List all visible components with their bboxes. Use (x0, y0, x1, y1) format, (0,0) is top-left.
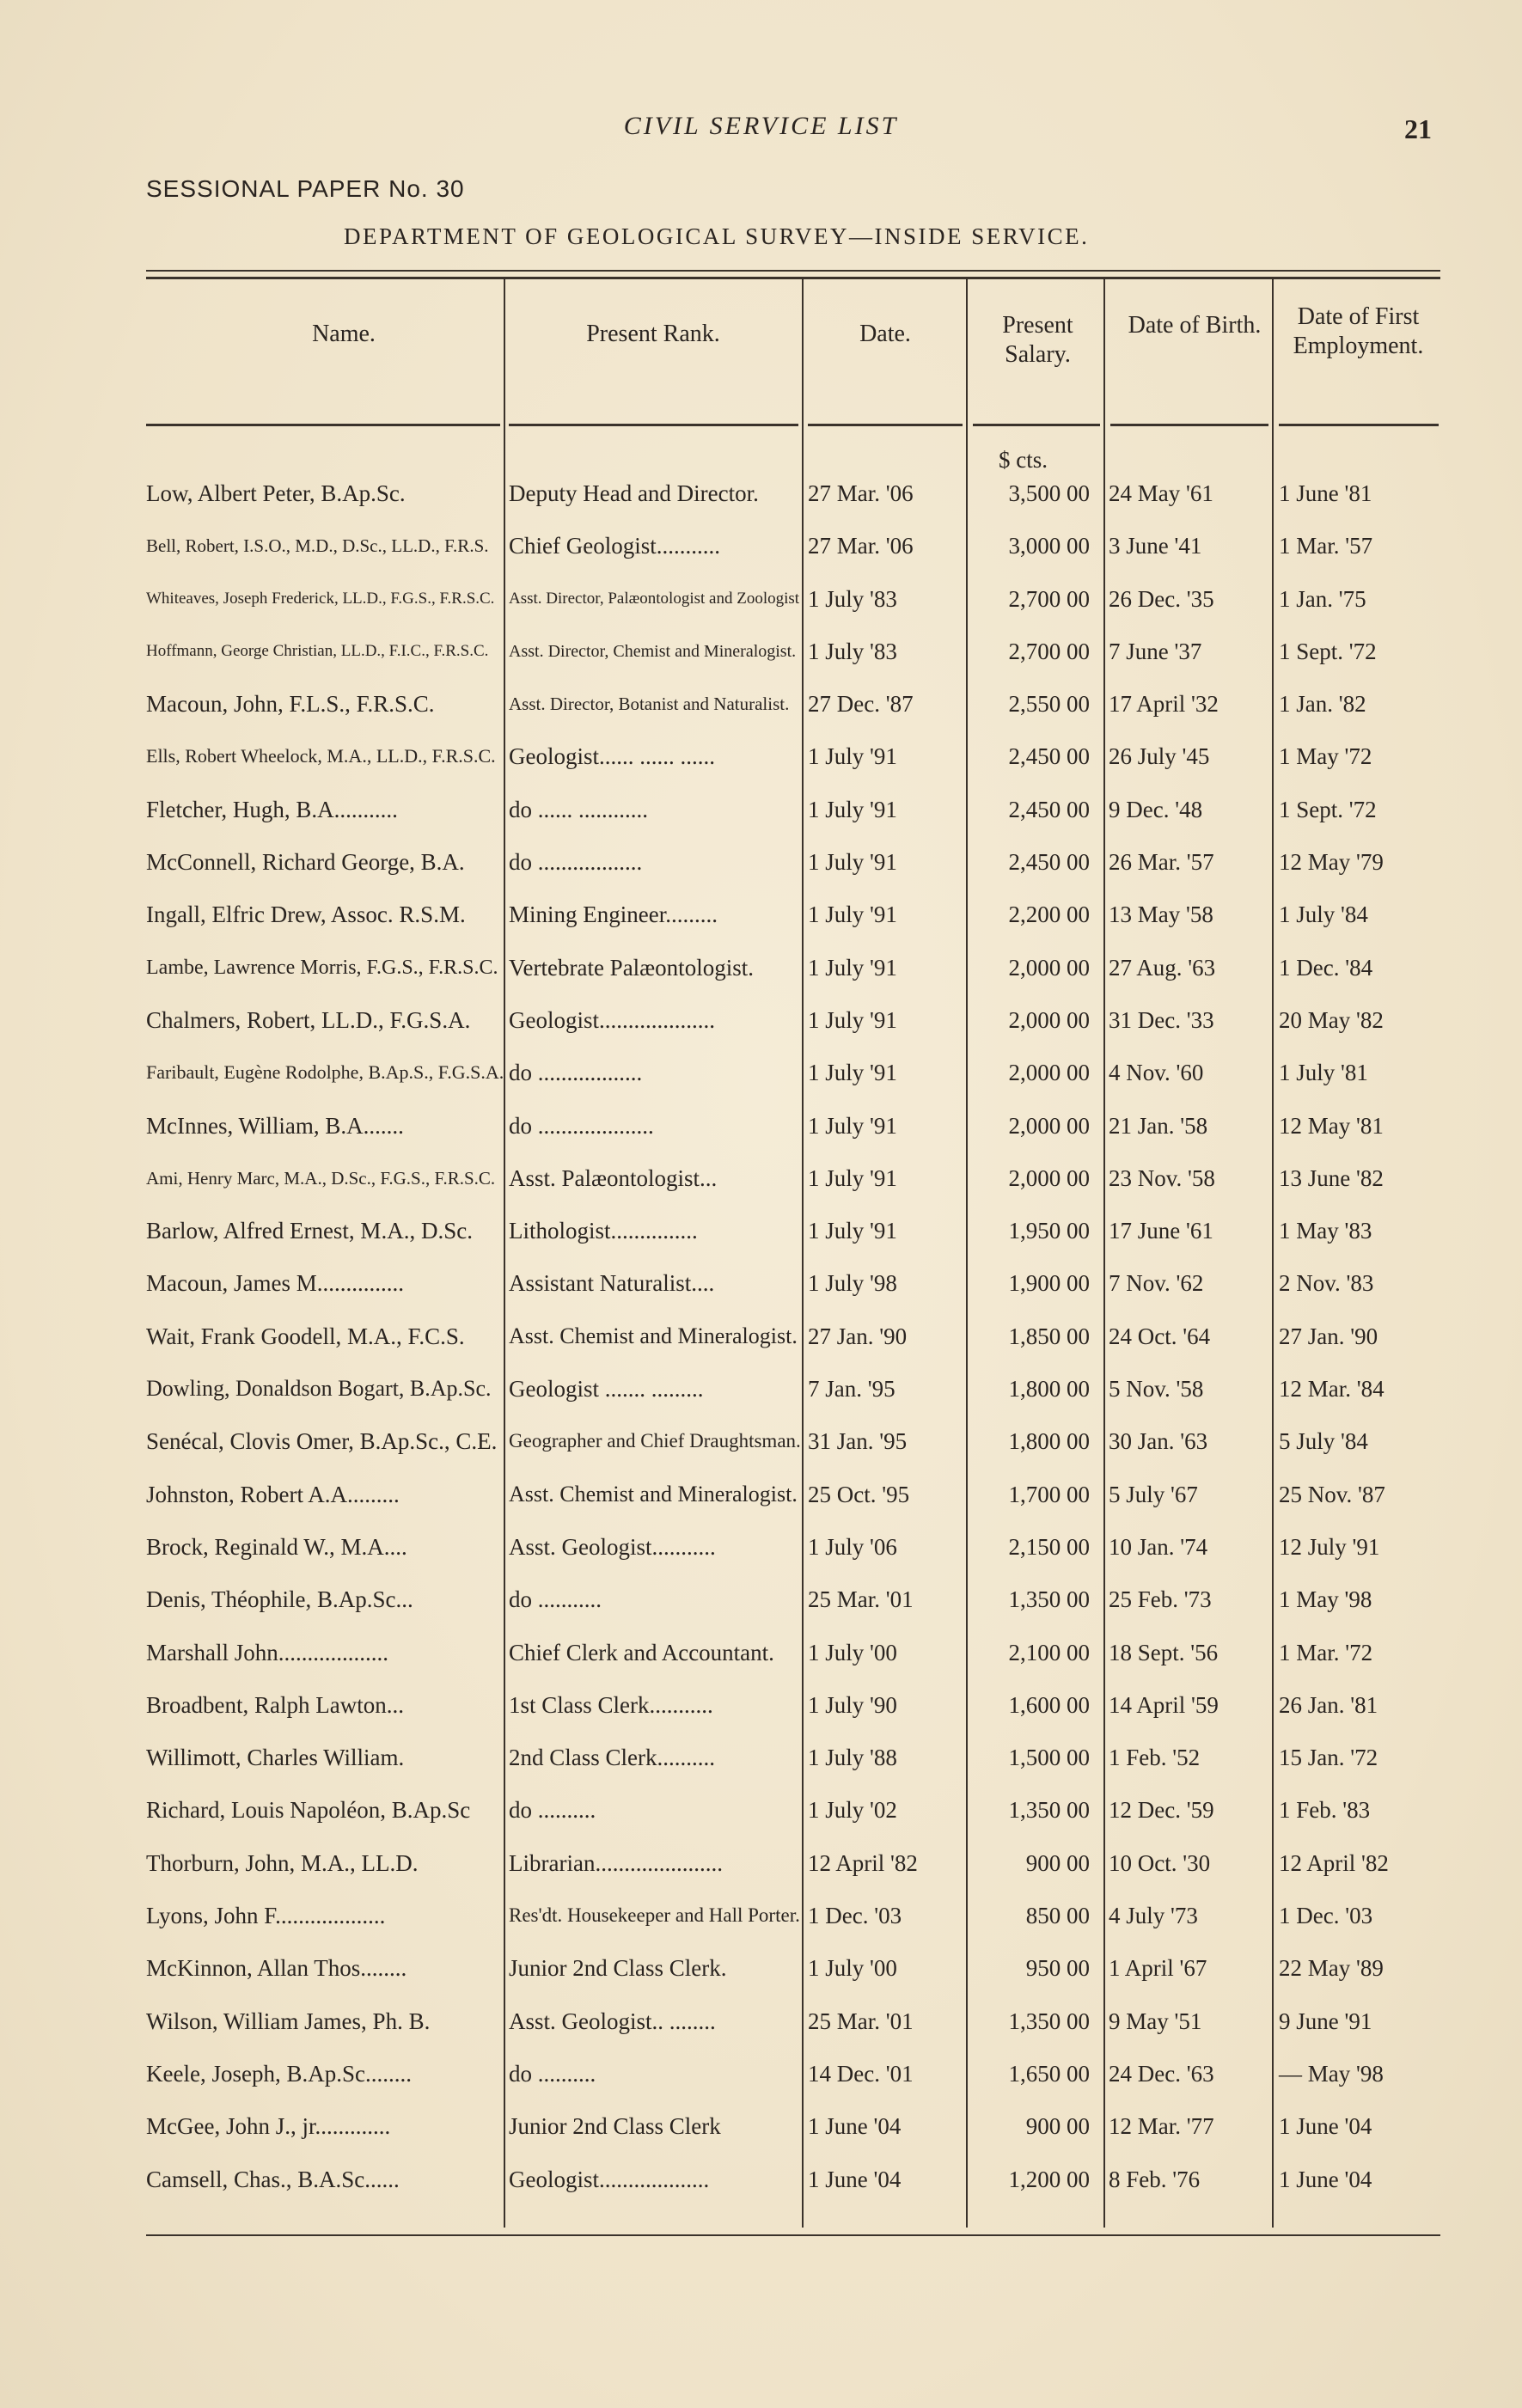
cell-first-employment: 1 Dec. '84 (1279, 954, 1373, 981)
cell-birth: 1 April '67 (1109, 1955, 1207, 1982)
cell-name: McInnes, William, B.A....... (146, 1112, 404, 1139)
cell-salary: 1,350 00 (1008, 1797, 1090, 1824)
top-rule-2 (146, 277, 1440, 279)
cell-date: 1 June '04 (808, 2166, 902, 2192)
cell-rank: Vertebrate Palæontologist. (509, 954, 754, 981)
cell-first-employment: 1 July '81 (1279, 1060, 1368, 1086)
table-row (0, 2057, 1522, 2110)
table-row (0, 1267, 1522, 1319)
cell-birth: 5 July '67 (1109, 1481, 1198, 1507)
cell-first-employment: 26 Jan. '81 (1279, 1691, 1378, 1718)
cell-rank: do ...... ............ (509, 796, 648, 822)
running-head: CIVIL SERVICE LIST (623, 112, 899, 140)
cell-salary: 900 00 (1025, 1849, 1090, 1876)
sessional-paper-label: SESSIONAL PAPER No. 30 (146, 175, 465, 202)
cell-name: McGee, John J., jr............. (146, 2113, 391, 2140)
table-row (0, 1425, 1522, 1477)
cell-salary: 1,600 00 (1008, 1691, 1090, 1718)
top-rule (146, 270, 1440, 272)
cell-rank: Asst. Chemist and Mineralogist. (509, 1481, 798, 1507)
cell-rank: Asst. Chemist and Mineralogist. (509, 1323, 798, 1348)
cell-date: 1 July '91 (808, 1006, 897, 1033)
cell-birth: 7 Nov. '62 (1109, 1270, 1204, 1297)
cell-birth: 4 July '73 (1109, 1903, 1198, 1929)
table-row (0, 688, 1522, 740)
cell-date: 25 Oct. '95 (808, 1481, 910, 1507)
cell-first-employment: 1 May '83 (1279, 1218, 1372, 1244)
cell-salary: 1,800 00 (1008, 1376, 1090, 1403)
cell-rank: Assistant Naturalist.... (509, 1270, 715, 1297)
cell-rank: Res'dt. Housekeeper and Hall Porter. (509, 1904, 800, 1927)
table-row (0, 1583, 1522, 1635)
cell-name: Hoffmann, George Christian, LL.D., F.I.C., F.R.S.C. (146, 641, 489, 660)
table-row (0, 1952, 1522, 2004)
table-row (0, 1636, 1522, 1689)
cell-date: 1 July '91 (808, 796, 897, 822)
cell-birth: 14 April '59 (1109, 1691, 1219, 1718)
cell-rank: Geologist................... (509, 2166, 710, 2192)
cell-name: Wait, Frank Goodell, M.A., F.C.S. (146, 1323, 465, 1349)
cell-rank: Asst. Geologist.. ........ (509, 2008, 716, 2034)
cell-date: 27 Mar. '06 (808, 480, 914, 506)
cell-date: 1 July '91 (808, 901, 897, 928)
cell-birth: 24 Dec. '63 (1109, 2060, 1214, 2087)
cell-salary: 950 00 (1025, 1955, 1090, 1982)
cell-salary: 2,000 00 (1008, 1006, 1090, 1033)
table-row (0, 740, 1522, 792)
cell-birth: 30 Jan. '63 (1109, 1428, 1208, 1455)
cell-rank: Chief Clerk and Accountant. (509, 1639, 774, 1665)
cell-date: 1 July '02 (808, 1797, 897, 1824)
cell-rank: Deputy Head and Director. (509, 480, 759, 506)
cell-first-employment: 1 May '72 (1279, 743, 1372, 770)
cell-first-employment: 1 Dec. '03 (1279, 1903, 1373, 1929)
header-rule (509, 424, 798, 426)
cell-name: Broadbent, Ralph Lawton... (146, 1691, 404, 1718)
cell-date: 27 Mar. '06 (808, 533, 914, 559)
cell-name: Brock, Reginald W., M.A.... (146, 1533, 407, 1560)
cell-rank: Librarian...................... (509, 1849, 723, 1876)
cell-birth: 8 Feb. '76 (1109, 2166, 1201, 2192)
cell-name: Ingall, Elfric Drew, Assoc. R.S.M. (146, 901, 466, 928)
cell-birth: 13 May '58 (1109, 901, 1213, 928)
cell-date: 1 Dec. '03 (808, 1903, 902, 1929)
cell-rank: Geologist.................... (509, 1006, 715, 1033)
table-row (0, 529, 1522, 582)
cell-first-employment: 1 Feb. '83 (1279, 1797, 1371, 1824)
cell-first-employment: 22 May '89 (1279, 1955, 1384, 1982)
cell-name: Thorburn, John, M.A., LL.D. (146, 1849, 419, 1876)
cell-salary: 2,700 00 (1008, 638, 1090, 664)
cell-name: Lyons, John F................... (146, 1903, 386, 1929)
table-row (0, 1372, 1522, 1425)
cell-salary: 2,700 00 (1008, 585, 1090, 612)
cell-first-employment: 1 Jan. '75 (1279, 585, 1366, 612)
table-row (0, 1162, 1522, 1214)
cell-first-employment: 1 Sept. '72 (1279, 796, 1377, 822)
cell-name: Macoun, John, F.L.S., F.R.S.C. (146, 691, 435, 718)
cell-rank: do .................... (509, 1112, 654, 1139)
cell-rank: Geologist...... ...... ...... (509, 743, 715, 770)
cell-salary: 2,000 00 (1008, 1112, 1090, 1139)
table-row (0, 635, 1522, 688)
cell-date: 1 July '91 (808, 1164, 897, 1191)
cell-first-employment: 1 Mar. '57 (1279, 533, 1373, 559)
table-row (0, 1056, 1522, 1109)
table-row (0, 1899, 1522, 1952)
cell-salary: 2,450 00 (1008, 849, 1090, 876)
header-rule (973, 424, 1100, 426)
cell-name: Denis, Théophile, B.Ap.Sc... (146, 1586, 413, 1613)
cell-name: Willimott, Charles William. (146, 1745, 405, 1771)
cell-rank: Asst. Director, Botanist and Naturalist. (509, 694, 790, 715)
cell-rank: 2nd Class Clerk.......... (509, 1745, 715, 1771)
header-rule (1110, 424, 1268, 426)
table-row (0, 898, 1522, 950)
cell-salary: 3,500 00 (1008, 480, 1090, 506)
cell-salary: 2,450 00 (1008, 743, 1090, 770)
cell-name: Faribault, Eugène Rodolphe, B.Ap.S., F.G.S.A. (146, 1061, 504, 1084)
service-list-table (0, 477, 1522, 2215)
cell-date: 1 July '00 (808, 1639, 897, 1665)
cell-name: Keele, Joseph, B.Ap.Sc........ (146, 2060, 412, 2087)
cell-salary: 1,700 00 (1008, 1481, 1090, 1507)
cell-first-employment: 27 Jan. '90 (1279, 1323, 1378, 1349)
cell-rank: Geologist ....... ......... (509, 1376, 704, 1403)
cell-birth: 26 July '45 (1109, 743, 1210, 770)
cell-date: 12 April '82 (808, 1849, 918, 1876)
cell-birth: 25 Feb. '73 (1109, 1586, 1212, 1613)
cell-rank: do ........... (509, 1586, 602, 1613)
cell-first-employment: 12 Mar. '84 (1279, 1376, 1384, 1403)
header-first-employment: Date of First Employment. (1293, 303, 1424, 359)
cell-name: Camsell, Chas., B.A.Sc...... (146, 2166, 400, 2192)
cell-salary: 1,350 00 (1008, 2008, 1090, 2034)
cell-birth: 18 Sept. '56 (1109, 1639, 1219, 1665)
cell-birth: 17 June '61 (1109, 1218, 1213, 1244)
cell-first-employment: 1 June '04 (1279, 2113, 1372, 2140)
cell-rank: do .................. (509, 849, 643, 876)
cell-name: Chalmers, Robert, LL.D., F.G.S.A. (146, 1006, 471, 1033)
cell-salary: 900 00 (1025, 2113, 1090, 2140)
cell-rank: 1st Class Clerk........... (509, 1691, 713, 1718)
cell-date: 1 July '90 (808, 1691, 897, 1718)
cell-birth: 24 May '61 (1109, 480, 1213, 506)
page-number: 21 (1404, 113, 1432, 144)
cell-date: 27 Jan. '90 (808, 1323, 908, 1349)
cell-date: 1 July '98 (808, 1270, 897, 1297)
cell-salary: 2,150 00 (1008, 1533, 1090, 1560)
cell-birth: 27 Aug. '63 (1109, 954, 1216, 981)
table-row (0, 1004, 1522, 1056)
cell-name: Wilson, William James, Ph. B. (146, 2008, 431, 2034)
cell-name: McConnell, Richard George, B.A. (146, 849, 465, 876)
cell-salary: 2,000 00 (1008, 1164, 1090, 1191)
cell-first-employment: 20 May '82 (1279, 1006, 1384, 1033)
table-row (0, 1109, 1522, 1162)
cell-date: 25 Mar. '01 (808, 2008, 914, 2034)
cell-salary: 2,550 00 (1008, 691, 1090, 718)
cell-salary: 1,350 00 (1008, 1586, 1090, 1613)
cell-birth: 5 Nov. '58 (1109, 1376, 1204, 1403)
cell-first-employment: 15 Jan. '72 (1279, 1745, 1378, 1771)
cell-first-employment: 1 June '81 (1279, 480, 1372, 506)
cell-date: 1 July '88 (808, 1745, 897, 1771)
cell-salary: 2,000 00 (1008, 954, 1090, 981)
table-row (0, 793, 1522, 846)
cell-name: Macoun, James M............... (146, 1270, 404, 1297)
cell-date: 31 Jan. '95 (808, 1428, 908, 1455)
cell-date: 14 Dec. '01 (808, 2060, 914, 2087)
department-title: DEPARTMENT OF GEOLOGICAL SURVEY—INSIDE SERVICE. (344, 223, 1090, 249)
header-birth: Date of Birth. (1128, 312, 1262, 339)
cell-name: McKinnon, Allan Thos........ (146, 1955, 407, 1982)
cell-birth: 1 Feb. '52 (1109, 1745, 1201, 1771)
cell-first-employment: 9 June '91 (1279, 2008, 1372, 2034)
cell-rank: Asst. Director, Chemist and Mineralogist. (509, 641, 797, 661)
cell-first-employment: 1 June '04 (1279, 2166, 1372, 2192)
cell-date: 25 Mar. '01 (808, 1586, 914, 1613)
cell-date: 1 June '04 (808, 2113, 902, 2140)
cell-salary: 2,100 00 (1008, 1639, 1090, 1665)
cell-rank: do .................. (509, 1060, 643, 1086)
cell-date: 27 Dec. '87 (808, 691, 914, 718)
cell-first-employment: 1 July '84 (1279, 901, 1368, 928)
cell-salary: 1,800 00 (1008, 1428, 1090, 1455)
cell-first-employment: 1 Jan. '82 (1279, 691, 1366, 718)
bottom-rule (146, 2234, 1440, 2236)
cell-first-employment: 12 July '91 (1279, 1533, 1380, 1560)
cell-first-employment: 12 May '81 (1279, 1112, 1384, 1139)
cell-birth: 4 Nov. '60 (1109, 1060, 1204, 1086)
cell-name: Lambe, Lawrence Morris, F.G.S., F.R.S.C. (146, 956, 498, 979)
cell-first-employment: 1 Sept. '72 (1279, 638, 1377, 664)
cell-salary: 1,850 00 (1008, 1323, 1090, 1349)
cell-salary: 2,450 00 (1008, 796, 1090, 822)
table-row (0, 846, 1522, 898)
cell-date: 1 July '00 (808, 1955, 897, 1982)
cell-first-employment: 1 May '98 (1279, 1586, 1372, 1613)
cell-rank: Mining Engineer......... (509, 901, 718, 928)
cell-birth: 23 Nov. '58 (1109, 1164, 1215, 1191)
cell-first-employment: — May '98 (1279, 2060, 1384, 2087)
cell-rank: do .......... (509, 1797, 596, 1824)
header-rank: Present Rank. (586, 321, 720, 347)
cell-first-employment: 2 Nov. '83 (1279, 1270, 1374, 1297)
cell-salary: 1,650 00 (1008, 2060, 1090, 2087)
cell-birth: 3 June '41 (1109, 533, 1202, 559)
table-row (0, 1214, 1522, 1267)
cell-rank: Junior 2nd Class Clerk (509, 2113, 721, 2140)
table-row (0, 951, 1522, 1004)
cell-rank: Asst. Director, Palæontologist and Zoologist (509, 589, 800, 608)
cell-name: Richard, Louis Napoléon, B.Ap.Sc (146, 1797, 471, 1824)
cell-birth: 31 Dec. '33 (1109, 1006, 1214, 1033)
cell-birth: 7 June '37 (1109, 638, 1202, 664)
table-row (0, 1794, 1522, 1846)
table-row (0, 2005, 1522, 2057)
cell-name: Dowling, Donaldson Bogart, B.Ap.Sc. (146, 1376, 492, 1402)
table-row (0, 2163, 1522, 2215)
cell-salary: 2,000 00 (1008, 1060, 1090, 1086)
cell-date: 1 July '91 (808, 743, 897, 770)
cell-birth: 24 Oct. '64 (1109, 1323, 1211, 1349)
cell-salary: 1,500 00 (1008, 1745, 1090, 1771)
cell-birth: 12 Mar. '77 (1109, 2113, 1214, 2140)
cell-rank: Chief Geologist........... (509, 533, 720, 559)
cell-birth: 9 May '51 (1109, 2008, 1202, 2034)
salary-units: $ cts. (999, 447, 1048, 473)
cell-birth: 9 Dec. '48 (1109, 796, 1203, 822)
cell-date: 1 July '83 (808, 638, 897, 664)
cell-salary: 1,900 00 (1008, 1270, 1090, 1297)
header-rule (146, 424, 500, 426)
table-row (0, 477, 1522, 529)
cell-name: Barlow, Alfred Ernest, M.A., D.Sc. (146, 1218, 473, 1244)
cell-name: Marshall John................... (146, 1639, 388, 1665)
cell-birth: 12 Dec. '59 (1109, 1797, 1214, 1824)
cell-date: 1 July '91 (808, 849, 897, 876)
cell-salary: 2,200 00 (1008, 901, 1090, 928)
cell-birth: 17 April '32 (1109, 691, 1219, 718)
cell-first-employment: 25 Nov. '87 (1279, 1481, 1385, 1507)
cell-name: Senécal, Clovis Omer, B.Ap.Sc., C.E. (146, 1428, 498, 1455)
cell-rank: Geographer and Chief Draughtsman. (509, 1430, 801, 1452)
header-salary: Present Salary. (1002, 312, 1073, 368)
table-row (0, 1741, 1522, 1794)
cell-first-employment: 12 April '82 (1279, 1849, 1389, 1876)
cell-first-employment: 5 July '84 (1279, 1428, 1368, 1455)
cell-first-employment: 13 June '82 (1279, 1164, 1384, 1191)
cell-date: 7 Jan. '95 (808, 1376, 895, 1403)
cell-salary: 3,000 00 (1008, 533, 1090, 559)
table-row (0, 583, 1522, 635)
cell-first-employment: 12 May '79 (1279, 849, 1384, 876)
cell-name: Fletcher, Hugh, B.A........... (146, 796, 398, 822)
table-row (0, 1531, 1522, 1583)
cell-name: Low, Albert Peter, B.Ap.Sc. (146, 480, 406, 506)
cell-date: 1 July '91 (808, 1112, 897, 1139)
cell-date: 1 July '91 (808, 1218, 897, 1244)
cell-name: Bell, Robert, I.S.O., M.D., D.Sc., LL.D., F.R.S. (146, 535, 489, 557)
cell-date: 1 July '06 (808, 1533, 897, 1560)
table-row (0, 1320, 1522, 1372)
header-rule (808, 424, 963, 426)
cell-rank: Lithologist............... (509, 1218, 698, 1244)
cell-birth: 10 Jan. '74 (1109, 1533, 1208, 1560)
header-date: Date. (859, 321, 911, 347)
table-row (0, 1478, 1522, 1531)
cell-first-employment: 1 Mar. '72 (1279, 1639, 1373, 1665)
cell-rank: Junior 2nd Class Clerk. (509, 1955, 727, 1982)
cell-rank: do .......... (509, 2060, 596, 2087)
cell-name: Ells, Robert Wheelock, M.A., LL.D., F.R.S.C. (146, 745, 496, 767)
cell-birth: 26 Mar. '57 (1109, 849, 1214, 876)
cell-name: Whiteaves, Joseph Frederick, LL.D., F.G.S., F.R.S.C. (146, 589, 495, 608)
cell-date: 1 July '91 (808, 1060, 897, 1086)
header-name: Name. (312, 321, 376, 347)
table-row (0, 1847, 1522, 1899)
cell-name: Johnston, Robert A.A......... (146, 1481, 400, 1507)
table-row (0, 1689, 1522, 1741)
cell-birth: 21 Jan. '58 (1109, 1112, 1208, 1139)
cell-date: 1 July '91 (808, 954, 897, 981)
cell-birth: 26 Dec. '35 (1109, 585, 1214, 612)
cell-name: Ami, Henry Marc, M.A., D.Sc., F.G.S., F.R.S.C. (146, 1167, 496, 1189)
cell-birth: 10 Oct. '30 (1109, 1849, 1211, 1876)
cell-salary: 1,950 00 (1008, 1218, 1090, 1244)
cell-rank: Asst. Palæontologist... (509, 1164, 718, 1191)
table-row (0, 2110, 1522, 2162)
header-rule (1279, 424, 1439, 426)
cell-salary: 1,200 00 (1008, 2166, 1090, 2192)
cell-salary: 850 00 (1025, 1903, 1090, 1929)
cell-rank: Asst. Geologist........... (509, 1533, 716, 1560)
cell-date: 1 July '83 (808, 585, 897, 612)
